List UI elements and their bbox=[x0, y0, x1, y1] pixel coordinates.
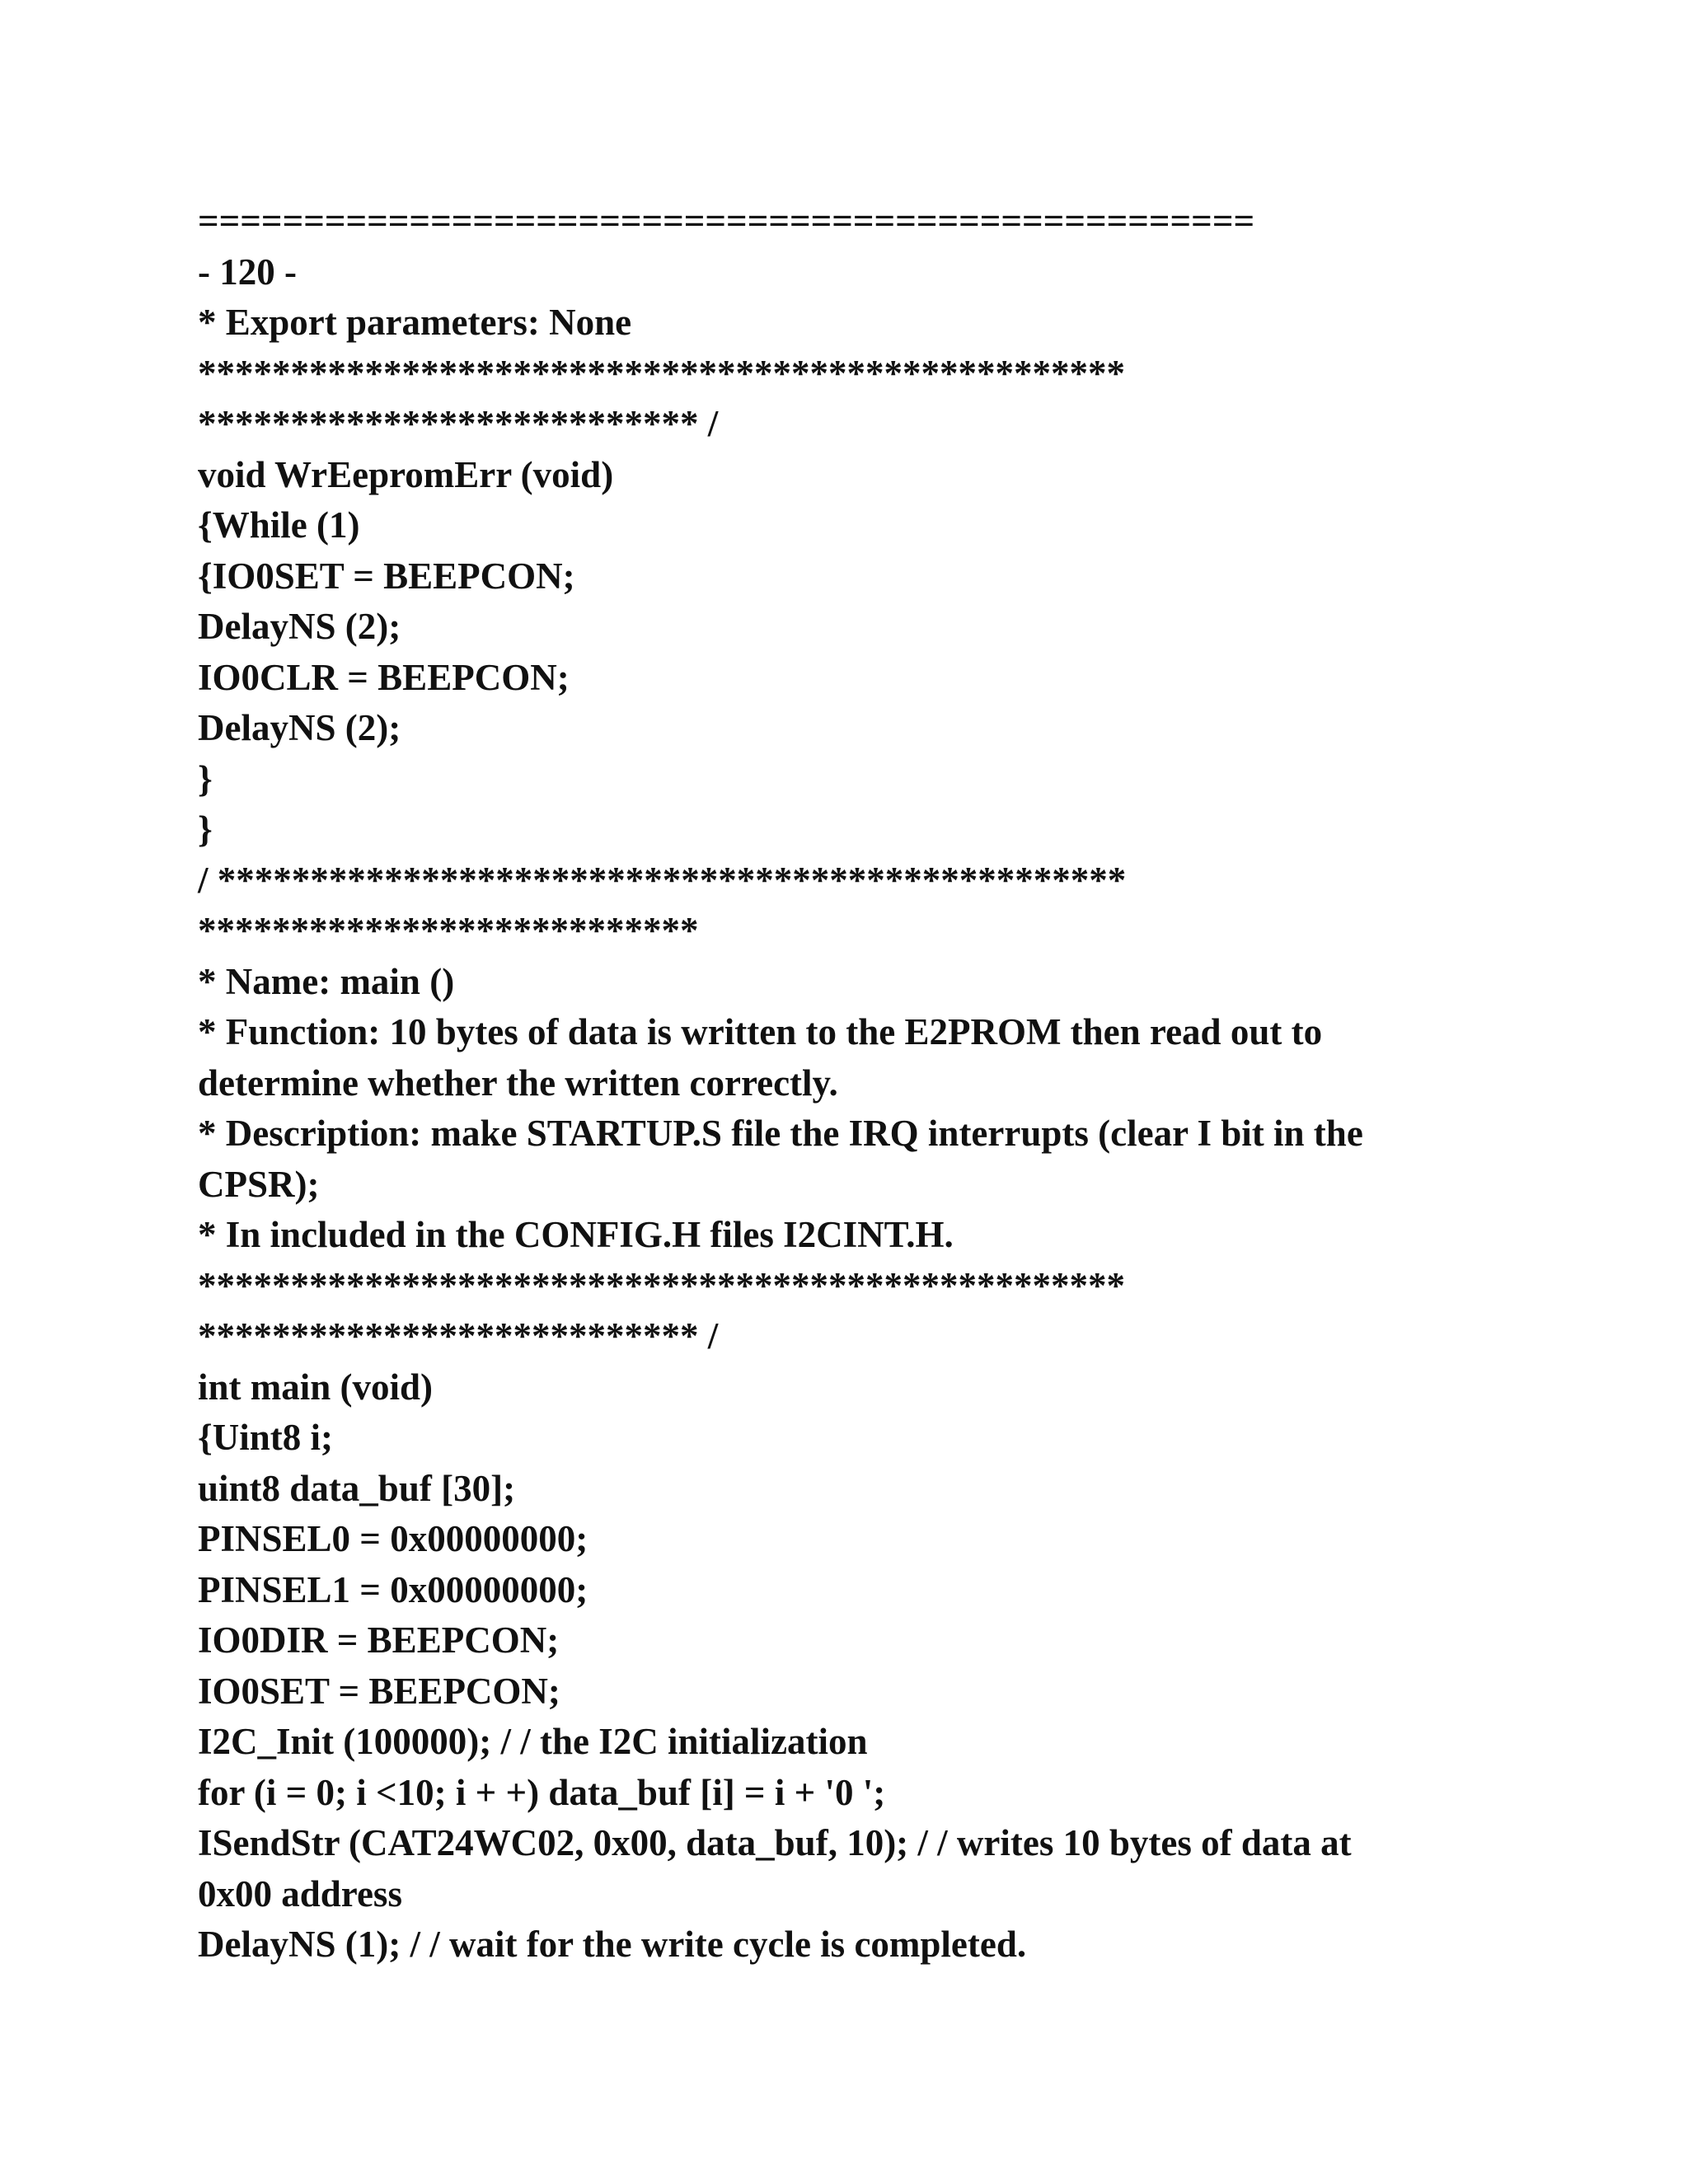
code-line: for (i = 0; i <10; i + +) data_buf [i] = i + '0 '; bbox=[198, 1771, 886, 1813]
code-line: IO0SET = BEEPCON; bbox=[198, 1670, 560, 1712]
code-line: int main (void) bbox=[198, 1366, 434, 1408]
code-line: uint8 data_buf [30]; bbox=[198, 1467, 516, 1509]
comment-description-cont: CPSR); bbox=[198, 1163, 320, 1205]
code-line: PINSEL1 = 0x00000000; bbox=[198, 1568, 588, 1610]
comment-description: * Description: make STARTUP.S file the IRQ interrupts (clear I bit in the bbox=[198, 1113, 1363, 1154]
comment-function-cont: determine whether the written correctly. bbox=[198, 1062, 838, 1104]
code-line: ISendStr (CAT24WC02, 0x00, data_buf, 10); / / writes 10 bytes of data at bbox=[198, 1822, 1352, 1863]
code-line: void WrEepromErr (void) bbox=[198, 453, 614, 495]
document-page bbox=[198, 196, 1550, 1971]
code-line: {IO0SET = BEEPCON; bbox=[198, 555, 575, 597]
code-line: DelayNS (2); bbox=[198, 707, 401, 748]
page-number: - 120 - bbox=[198, 251, 297, 293]
code-line: PINSEL0 = 0x00000000; bbox=[198, 1518, 588, 1559]
comment-border-end: *************************** / bbox=[198, 1315, 719, 1357]
comment-border-line: ************************************************** bbox=[198, 352, 1125, 394]
code-line: {Uint8 i; bbox=[198, 1417, 333, 1458]
comment-name: * Name: main () bbox=[198, 960, 455, 1002]
comment-included: * In included in the CONFIG.H files I2CINT.H. bbox=[198, 1214, 954, 1255]
code-line: IO0DIR = BEEPCON; bbox=[198, 1619, 560, 1661]
comment-border-start: / ************************************************* bbox=[198, 859, 1127, 901]
comment-border-line: *************************** bbox=[198, 910, 699, 951]
separator-line: ================================================== bbox=[198, 200, 1255, 241]
code-line: 0x00 address bbox=[198, 1872, 402, 1915]
comment-border-end: *************************** / bbox=[198, 403, 719, 444]
comment-function: * Function: 10 bytes of data is written to the E2PROM then read out to bbox=[198, 1011, 1323, 1052]
code-line: } bbox=[198, 808, 213, 850]
code-line: IO0CLR = BEEPCON; bbox=[198, 656, 570, 698]
code-line: DelayNS (2); bbox=[198, 606, 401, 647]
comment-border-line: ************************************************** bbox=[198, 1264, 1125, 1306]
code-line: {While (1) bbox=[198, 504, 360, 546]
comment-export-parameters: * Export parameters: None bbox=[198, 302, 632, 343]
code-line: DelayNS (1); / / wait for the write cycle is completed. bbox=[198, 1924, 1027, 1965]
code-line: I2C_Init (100000); / / the I2C initialization bbox=[198, 1721, 868, 1762]
code-line: } bbox=[198, 757, 213, 799]
